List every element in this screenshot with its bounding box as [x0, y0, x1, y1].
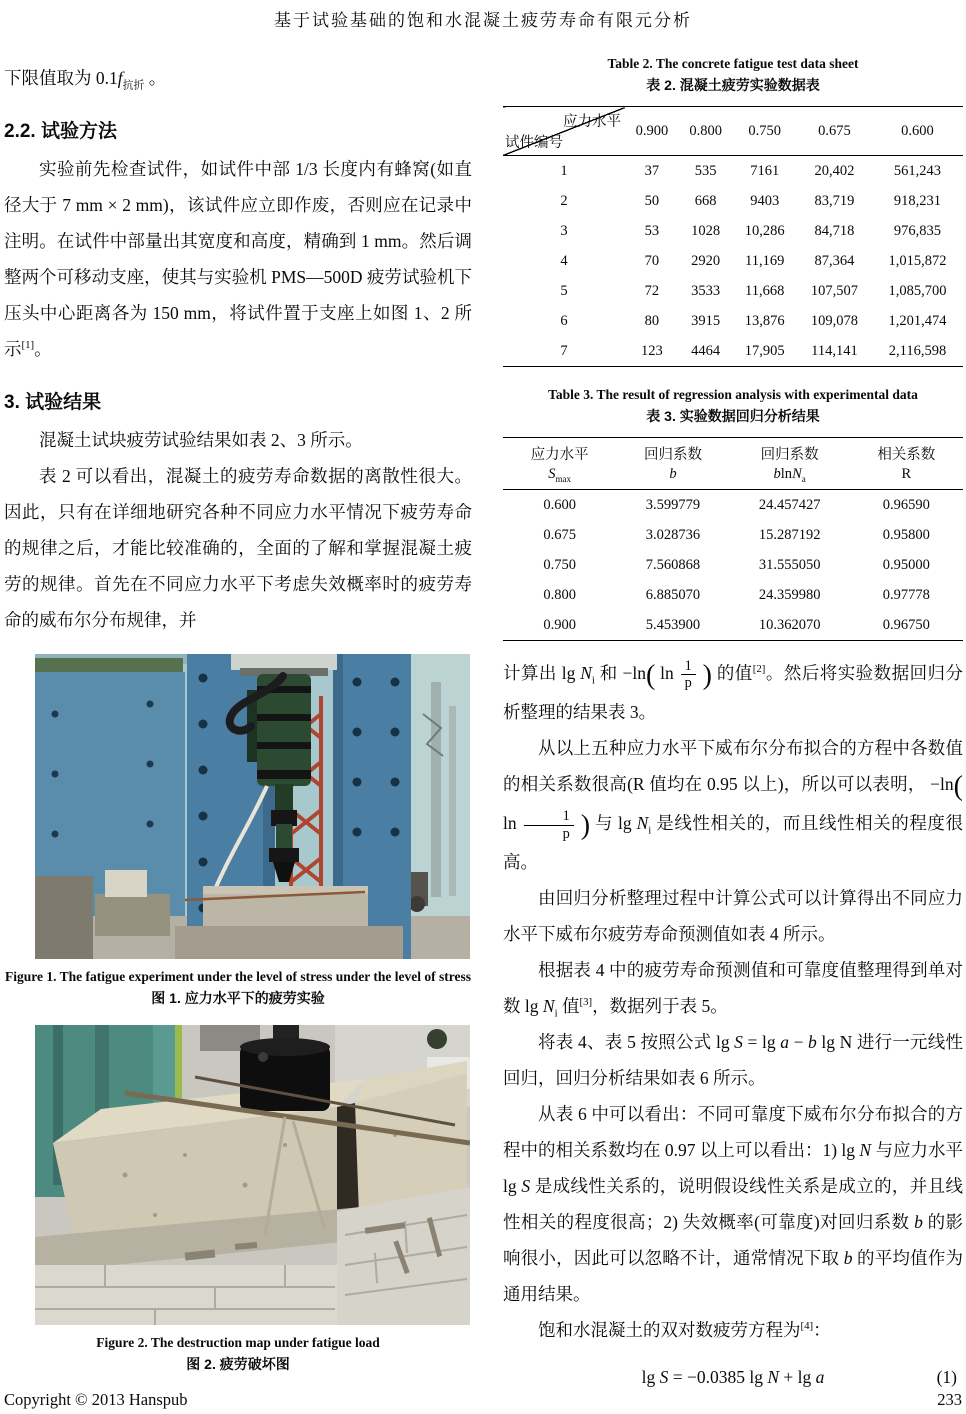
table-cell: 0.95000 — [882, 556, 930, 573]
figure2-caption-zh: 图 2. 疲劳破坏图 — [186, 1356, 290, 1372]
equation-body: lg S = −0.0385 lg N + lg a — [641, 1367, 825, 1388]
table-row — [503, 520, 963, 550]
table2-col-header: 0.675 — [818, 122, 851, 139]
diagonal-label-stress-level: 应力水平 — [563, 114, 621, 130]
table-cell: 7.560868 — [645, 556, 701, 573]
table-cell: 0.800 — [543, 586, 576, 603]
figure2 — [4, 1025, 472, 1375]
table-row — [503, 246, 963, 276]
table-cell: 123 — [641, 342, 663, 359]
equation-number: (1) — [936, 1367, 957, 1388]
table-cell: 2920 — [691, 252, 721, 269]
table2-header-row — [503, 107, 963, 156]
table-cell: 0.900 — [543, 616, 576, 633]
footer-copyright: Copyright © 2013 Hanspub — [4, 1390, 188, 1409]
paragraph-weibull-fit: 从以上五种应力水平下威布尔分布拟合的方程中各数值的相关系数很高(R 值均在 0.95 以上)，所以可以表明， −ln( ln $\frac{1}{p}$ ) 与 $\lg N_i$ 是线性相关的，而且线性相关的程度很高。 — [503, 738, 963, 873]
table-cell: 72 — [644, 282, 660, 299]
table-cell: 0.97778 — [882, 586, 930, 603]
table3-col-header: 回归系数 blnN$_a$ — [760, 446, 819, 484]
figure1 — [4, 654, 472, 1009]
table-cell: 1 — [560, 162, 568, 179]
figure1-caption-en: Figure 1. The fatigue experiment under the level of stress under the level of stress — [4, 969, 472, 984]
table-cell: 11,169 — [745, 252, 785, 269]
table3 — [503, 437, 963, 641]
table-cell: 15.287192 — [758, 526, 821, 543]
table3-col-header: 应力水平 $S_{max}$ — [530, 446, 589, 484]
table-cell: 1,015,872 — [888, 252, 947, 269]
table-cell: 20,402 — [814, 162, 855, 179]
figure2-photo — [35, 1025, 470, 1325]
section-heading-2-2: 2.2. 试验方法 — [4, 121, 117, 142]
paragraph-formula-fit: 将表 4、表 5 按照公式 lg S = lg a − b lg N 进行一元线性回归，回归分析结果如表 6 所示。 — [503, 1032, 963, 1089]
table-cell: 50 — [644, 192, 660, 209]
table-cell: 84,718 — [814, 222, 855, 239]
table-row — [503, 610, 963, 641]
table-cell: 5.453900 — [645, 616, 701, 633]
table-cell: 83,719 — [814, 192, 855, 209]
equation-1 — [503, 1362, 963, 1392]
table-cell: 10,286 — [744, 222, 785, 239]
table3-header-row — [503, 438, 963, 490]
table3-body — [503, 490, 963, 641]
table-cell: 70 — [644, 252, 660, 269]
table-row — [503, 490, 963, 521]
table-cell: 3 — [560, 222, 568, 239]
table-cell: 3915 — [691, 312, 721, 329]
table-cell: 668 — [694, 192, 717, 209]
table-cell: 1028 — [691, 222, 721, 239]
table-cell: 0.96590 — [882, 496, 930, 513]
table-cell: 9403 — [750, 192, 780, 209]
table-cell: 0.750 — [543, 556, 576, 573]
table2-col-header: 0.800 — [689, 122, 722, 139]
paragraph-results-2: 表 2 可以看出，混凝土的疲劳寿命数据的离散性很大。因此，只有在详细地研究各种不同应力水平情况下疲劳寿命的规律之后，才能比较准确的，全面的了解和掌握混凝土疲劳的规律。首先在不同应力水平下考虑失效概率时的疲劳寿命的威布尔分布规律，并 — [4, 466, 472, 630]
table-cell: 4 — [560, 252, 568, 269]
table-cell: 10.362070 — [758, 616, 821, 633]
table-cell: 17,905 — [744, 342, 785, 359]
table-cell: 5 — [560, 282, 568, 299]
table-row — [503, 216, 963, 246]
table-cell: 0.95800 — [882, 526, 930, 543]
page-title: 基于试验基础的饱和水混凝土疲劳寿命有限元分析 — [274, 11, 692, 30]
table-row — [503, 580, 963, 610]
table3-col-header: 回归系数 b — [643, 446, 702, 482]
table-cell: 7 — [560, 342, 568, 359]
table-row — [503, 336, 963, 367]
table-cell: 13,876 — [744, 312, 785, 329]
table2 — [503, 106, 963, 367]
table-cell: 918,231 — [893, 192, 942, 209]
table-cell: 31.555050 — [758, 556, 821, 573]
figure2-caption-en: Figure 2. The destruction map under fatigue load — [96, 1335, 380, 1350]
table-cell: 114,141 — [811, 342, 858, 359]
table2-title-zh: 表 2. 混凝土疲劳实验数据表 — [646, 77, 820, 93]
table-cell: 3533 — [691, 282, 721, 299]
table-cell: 53 — [644, 222, 660, 239]
table-cell: 7161 — [750, 162, 780, 179]
table-cell: 535 — [694, 162, 717, 179]
table-cell: 6 — [560, 312, 568, 329]
table-row — [503, 306, 963, 336]
table-row — [503, 156, 963, 187]
table2-col-header: 0.750 — [748, 122, 782, 139]
table-cell: 4464 — [691, 342, 721, 359]
table-row — [503, 186, 963, 216]
section-heading-3: 3. 试验结果 — [4, 392, 102, 413]
table-cell: 109,078 — [810, 312, 858, 329]
footer-page-number: 233 — [937, 1390, 962, 1409]
paragraph-calc: 计算出 $\lg N_i$ 和 −ln( ln $\frac{1}{p}$ ) 的值[2]。然后将实验数据回归分析整理的结果表 3。 — [503, 658, 963, 723]
table3-col-header: 相关系数 R — [877, 446, 936, 482]
paragraph-results-1: 混凝土试块疲劳试验结果如表 2、3 所示。 — [39, 430, 363, 450]
table-cell: 24.457427 — [758, 496, 821, 513]
paragraph-regression-process: 由回归分析整理过程中计算公式可以计算得出不同应力水平下威布尔疲劳寿命预测值如表 4 所示。 — [503, 888, 963, 945]
table-cell: 0.675 — [543, 526, 576, 543]
table2-title-en: Table 2. The concrete fatigue test data sheet — [607, 56, 859, 71]
table-row — [503, 276, 963, 306]
table-cell: 6.885070 — [645, 586, 701, 603]
paragraph-saturated: 饱和水混凝土的双对数疲劳方程为[4]： — [538, 1320, 831, 1341]
table-cell: 3.028736 — [645, 526, 701, 543]
figure1-photo — [35, 654, 470, 959]
intro-line: 下限值取为 $0.1f_{抗折}$ 。 — [4, 68, 167, 92]
table2-diagonal-cell — [503, 107, 625, 156]
table2-body — [503, 156, 963, 367]
table-cell: 24.359980 — [758, 586, 821, 603]
table3-title-zh: 表 3. 实验数据回归分析结果 — [646, 408, 820, 424]
table-cell: 976,835 — [893, 222, 942, 239]
left-column — [4, 48, 472, 1375]
table-cell: 80 — [644, 312, 660, 329]
table-cell: 2 — [560, 192, 568, 209]
table-row — [503, 550, 963, 580]
paragraph-table4: 根据表 4 中的疲劳寿命预测值和可靠度值整理得到单对数 $\lg N_i$ 值[3]，数据列于表 5。 — [503, 960, 963, 1020]
table-cell: 107,507 — [810, 282, 858, 299]
diagonal-label-specimen-no: 试件编号 — [505, 135, 563, 151]
table-cell: 1,201,474 — [888, 312, 947, 329]
table-cell: 561,243 — [893, 162, 942, 179]
table-cell: 37 — [644, 162, 660, 179]
page-footer — [4, 1390, 962, 1410]
table-cell: 3.599779 — [645, 496, 701, 513]
table3-title-en: Table 3. The result of regression analysis with experimental data — [548, 387, 918, 402]
figure1-caption-zh: 图 1. 应力水平下的疲劳实验 — [151, 990, 325, 1006]
table-cell: 1,085,700 — [888, 282, 947, 299]
table-cell: 2,116,598 — [888, 342, 947, 359]
right-column — [503, 50, 963, 1392]
table-cell: 11,668 — [745, 282, 785, 299]
table-cell: 0.600 — [543, 496, 576, 513]
table2-col-header: 0.900 — [635, 122, 669, 139]
table-cell: 87,364 — [814, 252, 855, 269]
table2-col-header: 0.600 — [901, 122, 934, 139]
paragraph-table6: 从表 6 中可以看出：不同可靠度下威布尔分布拟合的方程中的相关系数均在 0.97 以上可以看出：1) lg N 与应力水平 lg S 是成线性关系的，说明假设线性关系是成立的，并且线性相关的程度很高；2) 失效概率(可靠度)对回归系数 b 的影响很小，因此可以忽略不计，通常情况下取 b 的平均值作为通用结果。 — [503, 1104, 964, 1305]
paragraph-method: 实验前先检查试件，如试件中部 1/3 长度内有蜂窝(如直径大于 7 mm × 2 mm)，该试件应立即作废，否则应在记录中注明。在试件中部量出其宽度和高度，精确到 1 mm。然后调整两个可移动支座，使其与实验机 PMS—500D 疲劳试验机下压头中心距离各为 150 mm，将试件置于支座上如图 1、2 所示[1]。 — [4, 159, 472, 359]
table-cell: 0.96750 — [882, 616, 930, 633]
